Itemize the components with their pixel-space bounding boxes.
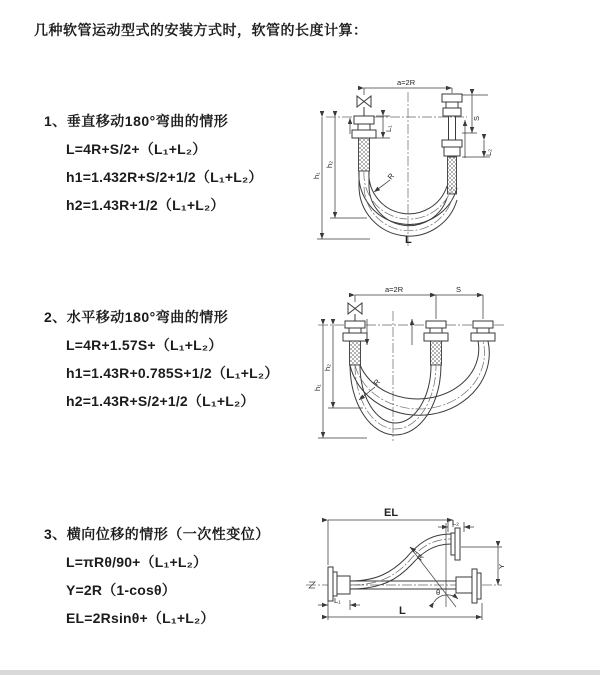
l2-label: L₂ bbox=[484, 148, 493, 156]
formula-h2: h2=1.43R+S/2+1/2（L₁+L₂） bbox=[66, 393, 255, 409]
dimension-l1 bbox=[376, 116, 393, 138]
section-horizontal-movement bbox=[44, 303, 279, 415]
diagram-vertical-180-bend bbox=[312, 76, 594, 258]
section-1-heading: 1、垂直移动180°弯曲的情形 bbox=[44, 113, 229, 129]
movement-label: S bbox=[472, 115, 481, 121]
formula-h2: h2=1.43R+1/2（L₁+L₂） bbox=[66, 197, 225, 213]
diagram-lateral-displacement bbox=[298, 503, 598, 645]
section-3-heading: 3、横向位移的情形（一次性变位） bbox=[44, 526, 270, 542]
width-label: a=2R bbox=[397, 78, 416, 87]
l2-label: L₂ bbox=[452, 518, 460, 527]
radius-label: R bbox=[371, 377, 383, 388]
offset-label: Y bbox=[497, 563, 506, 569]
radius-callout bbox=[410, 547, 426, 562]
formula-y: Y=2R（1-cosθ） bbox=[66, 582, 176, 598]
h1-label: h₁ bbox=[313, 384, 322, 391]
l1-label: L₁ bbox=[384, 125, 393, 132]
formula-h1: h1=1.432R+S/2+1/2（L₁+L₂） bbox=[66, 169, 263, 185]
valve-icon bbox=[348, 303, 362, 321]
section-2-heading: 2、水平移动180°弯曲的情形 bbox=[44, 309, 229, 325]
dimension-l1 bbox=[318, 596, 360, 610]
dimension-top-width bbox=[355, 285, 483, 319]
formula-el: EL=2Rsinθ+（L₁+L₂） bbox=[66, 610, 215, 626]
upper-flange bbox=[451, 533, 455, 555]
formula-length: L=4R+1.57S+（L₁+L₂） bbox=[66, 337, 223, 353]
radius-label: R bbox=[415, 552, 426, 563]
length-label: L bbox=[399, 605, 406, 617]
el-label: EL bbox=[384, 507, 399, 519]
l1-label: L₁ bbox=[334, 596, 341, 605]
length-label: L bbox=[405, 234, 412, 246]
section-vertical-movement bbox=[44, 107, 263, 219]
upper-flange-plate bbox=[455, 528, 460, 560]
formula-length: L=πRθ/90+（L₁+L₂） bbox=[66, 554, 208, 570]
right-fitting bbox=[471, 321, 495, 341]
dimension-el bbox=[328, 507, 453, 565]
left-fitting bbox=[352, 116, 376, 171]
dimension-length bbox=[328, 601, 482, 620]
formula-length: L=4R+S/2+（L₁+L₂） bbox=[66, 141, 207, 157]
hose-curves bbox=[350, 341, 489, 435]
scan-edge bbox=[0, 670, 600, 675]
radius-callout bbox=[374, 171, 396, 192]
h1-label: h₁ bbox=[312, 172, 321, 179]
dimension-movement-s bbox=[462, 95, 488, 133]
page-title: 几种软管运动型式的安装方式时，软管的长度计算： bbox=[34, 22, 368, 38]
curved-hose-position bbox=[350, 528, 460, 589]
diagram-horizontal-180-bend bbox=[305, 283, 600, 461]
dimension-l2 bbox=[462, 140, 493, 157]
left-fitting bbox=[343, 321, 367, 365]
formula-h1: h1=1.43R+0.785S+1/2（L₁+L₂） bbox=[66, 365, 279, 381]
h2-label: h₂ bbox=[323, 363, 332, 371]
radius-label: R bbox=[385, 171, 397, 182]
middle-fitting bbox=[424, 321, 448, 365]
section-lateral-displacement bbox=[44, 520, 270, 632]
valve-icon bbox=[357, 96, 371, 116]
straight-hose-position bbox=[350, 569, 481, 603]
width-label: a=2R bbox=[385, 285, 404, 294]
h2-label: h₂ bbox=[325, 160, 334, 168]
movement-label: S bbox=[456, 285, 462, 294]
angle-label: θ bbox=[436, 588, 441, 597]
right-fitting bbox=[442, 94, 462, 194]
